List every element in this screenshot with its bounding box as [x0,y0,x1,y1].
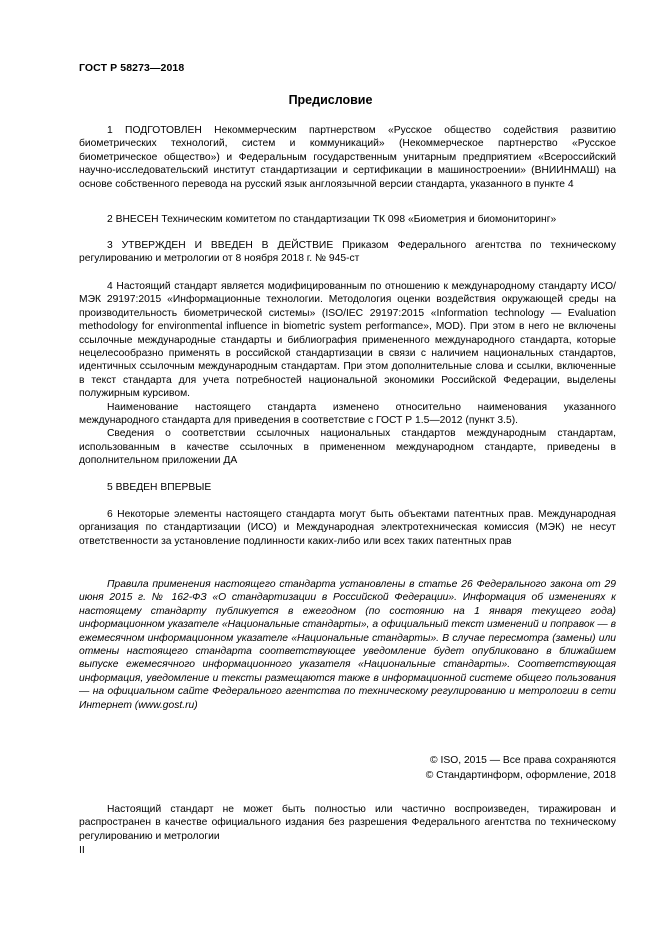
copyright-iso: © ISO, 2015 — Все права сохраняются [430,755,616,766]
application-notice-text: Правила применения настоящего стандарта установлены в статье 26 Федерального закона от 29 июня 2015 г. № 162-ФЗ «О стандартизации в Российской Федерации». Информация об изменениях к настоящему стандарту публикуется в ежегодном (по состоянию на 1 января текущего года) информационном указателе «Национальные стандарты», а официальный текст изменений и поправок — в ежемесячном информационном указателе «Национальные стандарты». В случае пересмотра (замены) или отмены настоящего стандарта соответствующее уведомление будет опубликовано в ближайшем выпуске ежемесячного информационного указателя «Национальные стандарты». Соответствующая информация, уведомление и тексты размещаются также в информационной системе общего пользования — на официальном сайте Федерального агентства по техническому регулированию и метрологии в сети Интернет (www.gost.ru) [79,579,616,711]
item-1-block [79,124,616,191]
copyright-standartinform: © Стандартинформ, оформление, 2018 [425,770,616,781]
item-1-text: 1 ПОДГОТОВЛЕН Некоммерческим партнерством «Русское общество содействия развитию биометрических технологий, систем и коммуникаций» (Некоммерческое партнерство «Русское биометрическое общество») и Федеральным государственным унитарным предприятием «Всероссийский научно-исследовательский институт стандартизации и сертификации в машиностроении» (ВНИИНМАШ) на основе собственного перевода на русский язык англоязычной версии стандарта, указанного в пункте 4 [79,125,616,190]
page-title: Предисловие [288,93,373,107]
item-3-block [79,239,616,266]
item-5-text: 5 ВВЕДЕН ВПЕРВЫЕ [107,482,212,493]
item-4-paragraph-2: Наименование настоящего стандарта изменено относительно наименования указанного международного стандарта для приведения в соответствие с ГОСТ Р 1.5—2012 (пункт 3.5). [79,401,616,427]
item-6-block [79,508,616,548]
item-2-text: 2 ВНЕСЕН Техническим комитетом по стандартизации ТК 098 «Биометрия и биомониторинг» [107,214,557,225]
item-4-paragraph-3: Сведения о соответствии ссылочных национальных стандартов международным стандартам, использованным в качестве ссылочных в примененном международном стандарте, приведены в дополнительном приложении ДА [79,428,616,467]
reproduction-notice [79,803,616,843]
item-4-block [79,280,616,468]
document-code: ГОСТ Р 58273—2018 [79,62,185,74]
reproduction-notice-text: Настоящий стандарт не может быть полностью или частично воспроизведен, тиражирован и распространен в качестве официального издания без разрешения Федерального агентства по техническому регулированию и метрологии [79,804,616,842]
item-3-text: 3 УТВЕРЖДЕН И ВВЕДЕН В ДЕЙСТВИЕ Приказом Федерального агентства по техническому регулированию и метрологии от 8 ноября 2018 г. № 945-ст [79,240,616,265]
item-6-text: 6 Некоторые элементы настоящего стандарта могут быть объектами патентных прав. Международная организация по стандартизации (ИСО) и Международная электротехническая комиссия (МЭК) не несут ответственности за установление подлинности каких-либо или всех таких патентных прав [79,509,616,547]
item-4-paragraph-1: 4 Настоящий стандарт является модифицированным по отношению к международному стандарту ИСО/МЭК 29197:2015 «Информационные технологии. Методология оценки воздействия окружающей среды на производительность биометрической системы» (ISO/IEC 29197:2015 «Information technology — Evaluation methodology for environmental influence in biometric system performance», MOD). При этом в него не включены ссылочные международные стандарты и библиография примененного международного стандарта, которые нецелесообразно применять в российской стандартизации в связи с наличием национальных стандартов, идентичных ссылочным международным стандартам. При этом дополнительные слова и ссылки, включенные в текст стандарта для учета потребностей национальной экономики Российской Федерации, выделены полужирным курсивом. [79,281,616,400]
item-2-block [79,213,616,226]
application-notice [79,578,616,712]
item-5-block [79,481,616,494]
page-number: II [79,844,85,856]
